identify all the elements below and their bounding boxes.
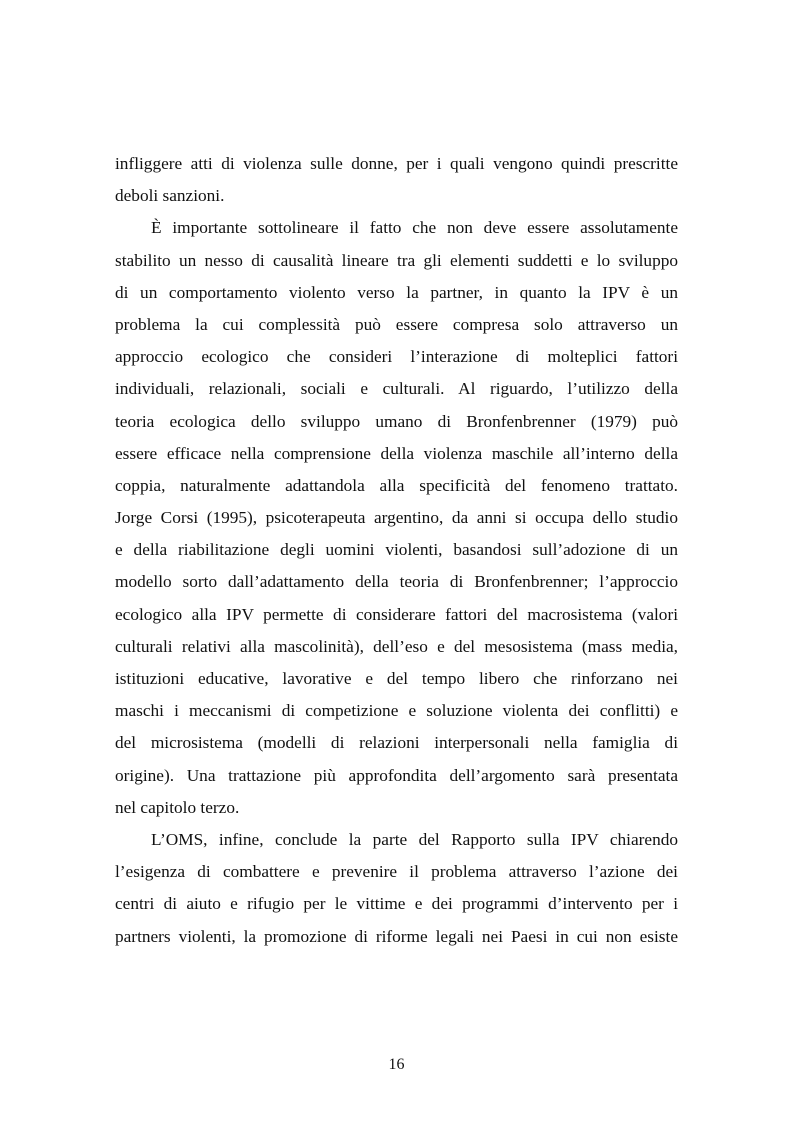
text-line: origine). Una trattazione più approfondita dell’argomento sarà presentata [115, 765, 678, 785]
text-line: problema la cui complessità può essere compresa solo attraverso un [115, 314, 678, 334]
text-line: ecologico alla IPV permette di considerare fattori del macrosistema (valori [115, 604, 678, 624]
text-line: maschi i meccanismi di competizione e soluzione violenta dei conflitti) e [115, 701, 678, 721]
text-line: approccio ecologico che consideri l’interazione di molteplici fattori [115, 347, 678, 367]
text-line: culturali relativi alla mascolinità), dell’eso e del mesosistema (mass media, [115, 636, 678, 656]
text-line: partners violenti, la promozione di riforme legali nei Paesi in cui non esiste [115, 926, 678, 946]
text-line: del microsistema (modelli di relazioni interpersonali nella famiglia di [115, 733, 678, 753]
text-line: di un comportamento violento verso la partner, in quanto la IPV è un [115, 282, 678, 302]
body-text [115, 148, 678, 953]
text-line: teoria ecologica dello sviluppo umano di Bronfenbrenner (1979) può [115, 411, 678, 431]
text-line: individuali, relazionali, sociali e culturali. Al riguardo, l’utilizzo della [115, 379, 678, 399]
text-line: centri di aiuto e rifugio per le vittime e dei programmi d’intervento per i [115, 894, 678, 914]
text-line: È importante sottolineare il fatto che non deve essere assolutamente [151, 218, 678, 238]
text-line: infliggere atti di violenza sulle donne, per i quali vengono quindi prescritte [115, 154, 678, 173]
text-line: stabilito un nesso di causalità lineare tra gli elementi suddetti e lo sviluppo [115, 250, 678, 270]
text-line: Jorge Corsi (1995), psicoterapeuta argentino, da anni si occupa dello studio [115, 508, 678, 528]
text-line: L’OMS, infine, conclude la parte del Rapporto sulla IPV chiarendo [151, 829, 678, 849]
text-line: deboli sanzioni. [115, 186, 225, 206]
text-line: istituzioni educative, lavorative e del tempo libero che rinforzano nei [115, 669, 678, 688]
text-line: essere efficace nella comprensione della violenza maschile all’interno della [115, 443, 678, 463]
text-line: coppia, naturalmente adattandola alla specificità del fenomeno trattato. [115, 475, 678, 495]
text-line: e della riabilitazione degli uomini violenti, basandosi sull’adozione di un [115, 540, 678, 560]
text-line: l’esigenza di combattere e prevenire il problema attraverso l’azione dei [115, 862, 678, 882]
page-number: 16 [388, 1056, 405, 1073]
text-line: modello sorto dall’adattamento della teoria di Bronfenbrenner; l’approccio [115, 572, 678, 592]
text-line: nel capitolo terzo. [115, 797, 240, 817]
